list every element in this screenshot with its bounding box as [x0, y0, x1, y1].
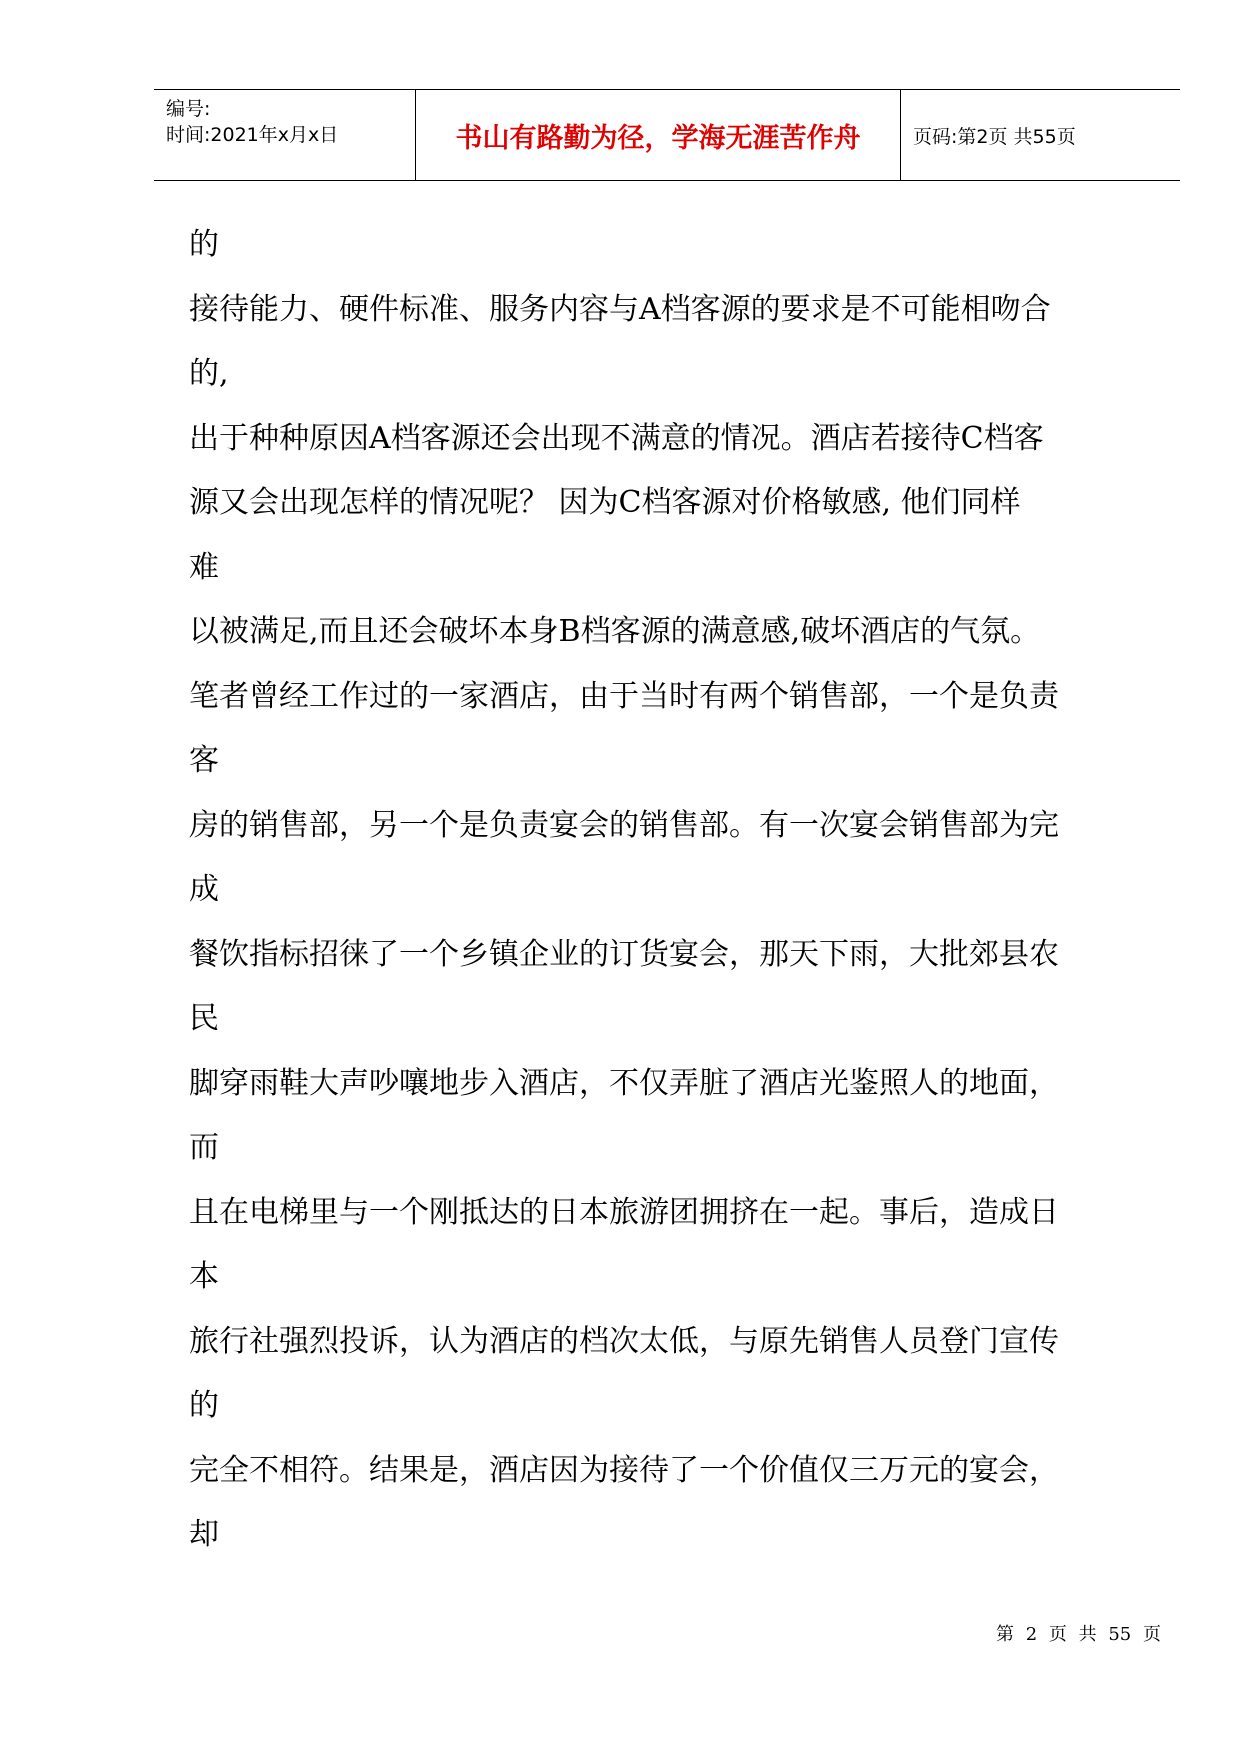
body-line: 完全不相符。结果是，酒店因为接待了一个价值仅三万元的宴会， — [189, 1452, 1059, 1488]
body-line: 难 — [189, 549, 219, 585]
body-line: 接待能力、硬件标准、服务内容与A档客源的要求是不可能相吻合 — [189, 291, 1051, 327]
document-header — [154, 89, 1180, 181]
body-line: 本 — [189, 1259, 219, 1294]
document-time-label: 时间:2021年x月x日 — [166, 124, 339, 146]
body-line: 民 — [189, 1001, 219, 1036]
body-line: 的 — [189, 227, 219, 262]
header-meta-cell — [154, 90, 416, 180]
body-line: 出于种种原因A档客源还会出现不满意的情况。酒店若接待C档客 — [189, 420, 1044, 456]
body-line: 客 — [189, 743, 219, 778]
header-motto: 书山有路勤为径，学海无涯苦作舟 — [455, 122, 861, 154]
document-code-label: 编号: — [166, 98, 211, 120]
header-page-info: 页码:第2页 共55页 — [913, 125, 1076, 148]
body-line: 脚穿雨鞋大声吵嚷地步入酒店，不仅弄脏了酒店光鉴照人的地面， — [189, 1065, 1059, 1101]
body-line: 却 — [189, 1517, 219, 1552]
body-line: 而 — [189, 1130, 219, 1165]
body-line: 的 — [189, 1388, 219, 1423]
document-body — [189, 213, 1169, 1568]
body-line: 以被满足,而且还会破坏本身B档客源的满意感,破坏酒店的气氛。 — [189, 614, 1041, 649]
body-line: 且在电梯里与一个刚抵达的日本旅游团拥挤在一起。事后，造成日 — [189, 1194, 1059, 1230]
body-line: 笔者曾经工作过的一家酒店，由于当时有两个销售部，一个是负责 — [189, 678, 1059, 714]
body-line: 源又会出现怎样的情况呢？ 因为C档客源对价格敏感, 他们同样 — [189, 485, 1021, 520]
header-motto-cell — [416, 90, 901, 180]
body-line: 餐饮指标招徕了一个乡镇企业的订货宴会，那天下雨，大批郊县农 — [189, 936, 1059, 972]
body-line: 旅行社强烈投诉，认为酒店的档次太低，与原先销售人员登门宣传 — [189, 1323, 1059, 1359]
header-page-cell — [901, 90, 1180, 180]
body-line: 房的销售部，另一个是负责宴会的销售部。有一次宴会销售部为完 — [189, 807, 1059, 843]
body-line: 成 — [189, 872, 219, 907]
body-line: 的, — [189, 356, 229, 391]
page-footer: 第 2 页 共 55 页 — [996, 1624, 1161, 1645]
